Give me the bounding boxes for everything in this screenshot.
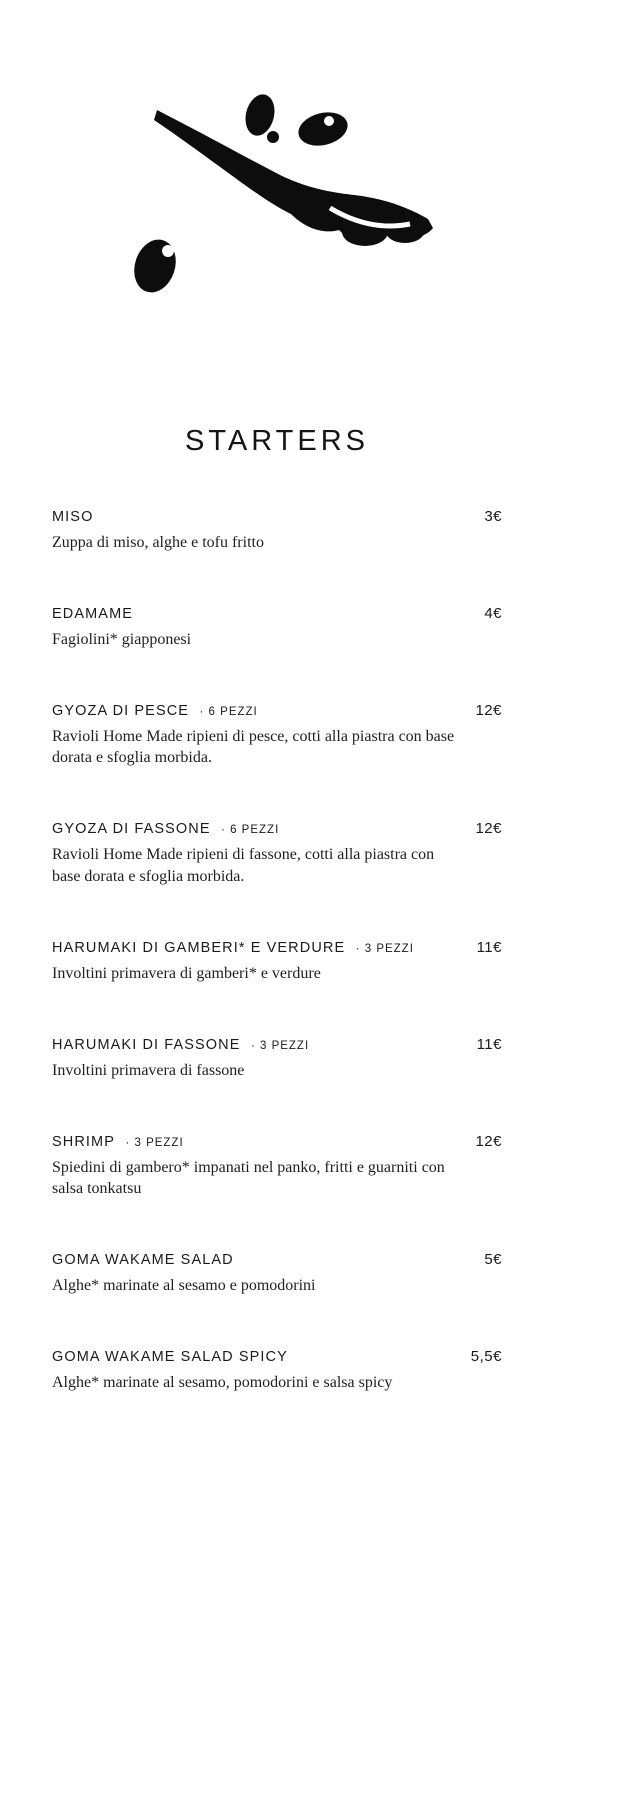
item-name: HARUMAKI DI GAMBERI* E VERDURE xyxy=(52,939,346,956)
item-price: 12€ xyxy=(475,820,502,838)
item-name: EDAMAME xyxy=(52,606,134,623)
item-pieces: · 3 PEZZI xyxy=(355,942,414,955)
item-pieces: · 3 PEZZI xyxy=(125,1136,184,1149)
item-description: Alghe* marinate al sesamo, pomodorini e salsa spicy xyxy=(52,1374,393,1392)
menu-item xyxy=(52,1348,502,1393)
item-name: SHRIMP xyxy=(52,1133,115,1150)
item-price: 11€ xyxy=(476,1035,502,1053)
item-pieces: · 6 PEZZI xyxy=(221,824,280,837)
item-name: HARUMAKI DI FASSONE xyxy=(52,1036,241,1053)
item-description: Alghe* marinate al sesamo e pomodorini xyxy=(52,1277,316,1295)
item-description: Zuppa di miso, alghe e tofu fritto xyxy=(52,534,264,551)
item-description: Spiedini di gambero* impanati nel panko, fritti e guarniti con salsa tonkatsu xyxy=(52,1158,445,1197)
edamame-ink-logo-icon xyxy=(132,88,442,303)
item-description: Involtini primavera di fassone xyxy=(52,1061,245,1079)
menu-page xyxy=(52,0,502,1393)
menu-item xyxy=(52,508,502,553)
menu-item xyxy=(52,820,502,886)
item-name: MISO xyxy=(52,509,94,525)
item-price: 4€ xyxy=(484,605,502,623)
item-name: GYOZA DI PESCE xyxy=(52,703,190,720)
section-title: STARTERS xyxy=(184,425,369,457)
menu-item xyxy=(52,702,502,768)
item-name: GOMA WAKAME SALAD xyxy=(52,1252,234,1269)
menu-item xyxy=(52,1251,502,1296)
item-price: 12€ xyxy=(475,702,502,720)
item-description: Involtini primavera di gamberi* e verdure xyxy=(52,964,321,982)
item-price: 3€ xyxy=(484,508,502,525)
item-pieces: · 6 PEZZI xyxy=(199,706,258,719)
item-price: 5€ xyxy=(484,1251,502,1269)
menu-items-list xyxy=(52,508,502,1393)
item-name: GYOZA DI FASSONE xyxy=(52,821,211,838)
item-price: 11€ xyxy=(476,938,502,956)
menu-item xyxy=(52,1133,502,1199)
menu-item xyxy=(52,939,502,984)
restaurant-logo xyxy=(52,0,502,303)
item-price: 12€ xyxy=(475,1132,502,1150)
item-price: 5,5€ xyxy=(470,1348,502,1366)
item-description: Ravioli Home Made ripieni di pesce, cotti alla piastra con base dorata e sfoglia morbida. xyxy=(52,728,455,767)
item-pieces: · 3 PEZZI xyxy=(250,1039,310,1052)
item-description: Ravioli Home Made ripieni di fassone, cotti alla piastra con base dorata e sfoglia morbida. xyxy=(52,846,435,885)
menu-item xyxy=(52,1036,502,1081)
item-description: Fagiolini* giapponesi xyxy=(52,631,192,649)
menu-item xyxy=(52,605,502,650)
item-name: GOMA WAKAME SALAD SPICY xyxy=(52,1349,288,1366)
